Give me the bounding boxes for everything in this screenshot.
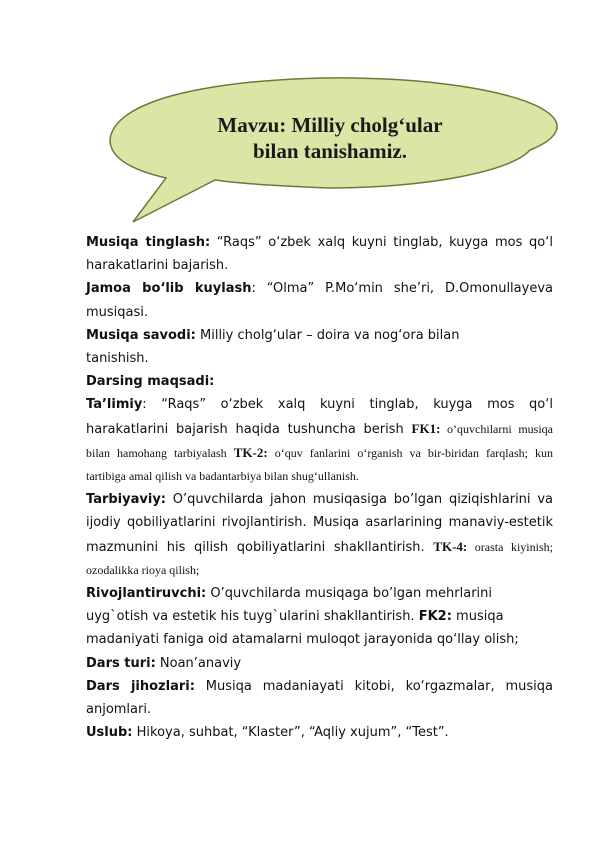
tk2-text: o‘quv fanlarini o‘rganish va bir-biridan farqlash; kun tartibiga amal qilish va badantarbiya bilan shug‘ullanish. (86, 445, 553, 484)
music-listening-label: Musiqa tinglash: (86, 235, 211, 250)
educational-goal-label: Ta’limiy (86, 397, 143, 413)
fk1-label: FK1: (411, 420, 441, 436)
lesson-type-paragraph (86, 652, 553, 675)
group-singing-label: Jamoa bo‘lib kuylash (86, 281, 252, 297)
developmental-goal-text-2: uyg`otish va estetik his tuyg`ularini shakllantirish. (86, 609, 419, 625)
lesson-goal-heading (86, 370, 553, 393)
lesson-method-paragraph (86, 721, 553, 744)
developmental-goal-text-1: O’quvchilarda musiqaga bo’lgan mehrlarini (206, 586, 493, 602)
music-literacy-text-2: tanishish. (86, 351, 149, 367)
fk1-text: o’quvchilarni musiqa bilan hamohang tarbiyalash (86, 421, 553, 460)
music-listening-text: “Raqs” o‘zbek xalq kuyni tinglab, kuyga mos qo‘l harakatlarini bajarish. (86, 235, 553, 274)
upbringing-goal-paragraph (86, 488, 553, 582)
developmental-goal-paragraph (86, 582, 553, 652)
music-literacy-text-1: Milliy cholg‘ular – doira va nog‘ora bilan (195, 327, 460, 343)
lesson-method-text: Hikoya, suhbat, “Klaster”, “Aqliy xujum”, “Test”. (132, 725, 449, 741)
music-literacy-label: Musiqa savodi: (86, 327, 196, 343)
lesson-plan-body (86, 231, 553, 744)
fk2-text-1: musiqa (451, 609, 504, 625)
lesson-method-label: Uslub: (86, 725, 133, 741)
lesson-goal-label: Darsing maqsadi: (86, 374, 215, 390)
lesson-type-text: Noan’anaviy (155, 655, 242, 671)
group-singing-text: : “Olma” P.Mo‘min she’ri, D.Omonullayeva musiqasi. (86, 281, 553, 320)
music-listening-paragraph (86, 231, 553, 277)
title-line-2: bilan tanishamiz. (252, 139, 408, 163)
title-line-1: Mavzu: Milliy cholg‘ular (217, 113, 443, 137)
upbringing-goal-label: Tarbiyaviy: (86, 492, 166, 508)
group-singing-paragraph (86, 277, 553, 323)
tk4-label: TK-4: (433, 538, 468, 554)
lesson-type-label: Dars turi: (86, 655, 156, 671)
lesson-equipment-label: Dars jihozlari: (86, 678, 195, 694)
fk2-label: FK2: (418, 609, 452, 625)
educational-goal-paragraph (86, 393, 553, 488)
developmental-goal-label: Rivojlantiruvchi: (86, 586, 207, 602)
lesson-title (160, 112, 500, 164)
tk2-label: TK-2: (233, 444, 268, 460)
lesson-equipment-text: Musiqa madaniayati kitobi, ko‘rgazmalar, musiqa anjomlari. (86, 678, 553, 718)
tk4-text: orasta kiyinish; ozodalikka rioya qilish; (86, 539, 553, 577)
upbringing-goal-text: O’quvchilarda jahon musiqasiga bo’lgan qiziqishlarini va ijodiy qobiliyatlarini rivojlantirish. Musiqa asarlarining manaviy-estetik mazmunini his qilish qobiliyatlarini shakllantirish. (86, 492, 553, 555)
title-callout (0, 0, 596, 230)
educational-goal-text: : “Raqs” o‘zbek xalq kuyni tinglab, kuyga mos qo‘l harakatlarini bajarish haqida tushuncha berish (86, 397, 553, 437)
lesson-equipment-paragraph (86, 675, 553, 721)
fk2-text-2: madaniyati faniga oid atamalarni muloqot jarayonida qo‘llay olish; (86, 632, 519, 648)
music-literacy-paragraph (86, 324, 553, 370)
